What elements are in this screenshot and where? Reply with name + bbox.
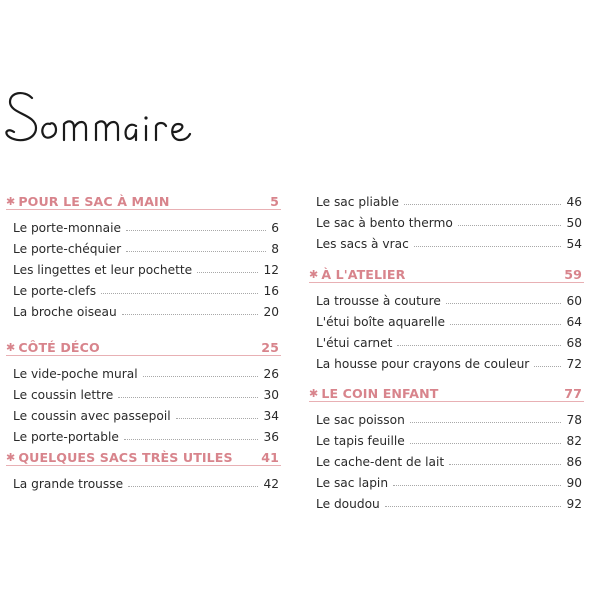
entry-page: 50	[566, 216, 582, 230]
section-heading	[6, 444, 281, 466]
section-page: 77	[564, 386, 582, 401]
section-title: POUR LE SAC À MAIN	[18, 194, 170, 209]
dot-leader	[397, 345, 561, 346]
toc-entry	[309, 406, 584, 427]
entry-page: 34	[263, 409, 279, 423]
entry-page: 68	[566, 336, 582, 350]
dot-leader	[404, 204, 562, 205]
asterisk-icon: ✱	[309, 387, 319, 400]
dot-leader	[143, 376, 259, 377]
toc-entry	[309, 427, 584, 448]
entry-page: 86	[566, 455, 582, 469]
entry-page: 26	[263, 367, 279, 381]
entry-label: Le porte-portable	[13, 430, 119, 444]
toc-entry	[309, 448, 584, 469]
section-title: QUELQUES SACS TRÈS UTILES	[18, 450, 233, 465]
toc-entry	[6, 381, 281, 402]
toc-section	[6, 334, 281, 444]
entry-label: Le vide-poche mural	[13, 367, 138, 381]
toc-entry	[6, 470, 281, 491]
dot-leader	[197, 272, 258, 273]
dot-leader	[410, 443, 562, 444]
dot-leader	[449, 464, 561, 465]
toc-entry	[6, 402, 281, 423]
entry-label: Le porte-chéquier	[13, 242, 122, 256]
toc-entry	[6, 360, 281, 381]
toc-entry	[309, 469, 584, 490]
entry-label: Le sac poisson	[316, 413, 405, 427]
entry-page: 42	[263, 477, 279, 491]
entry-page: 16	[263, 284, 279, 298]
asterisk-icon: ✱	[6, 195, 16, 208]
entry-label: Le sac lapin	[316, 476, 389, 490]
entry-page: 92	[566, 497, 582, 511]
entry-label: Les sacs à vrac	[316, 237, 409, 251]
entry-label: Les lingettes et leur pochette	[13, 263, 193, 277]
entry-page: 36	[263, 430, 279, 444]
toc-section	[6, 444, 281, 491]
dot-leader	[385, 506, 562, 507]
toc-entry	[309, 209, 584, 230]
asterisk-icon: ✱	[309, 268, 319, 281]
toc-entry	[6, 423, 281, 444]
dot-leader	[124, 439, 259, 440]
toc-entry	[309, 329, 584, 350]
section-title: À L'ATELIER	[321, 267, 406, 282]
toc-entry	[309, 188, 584, 209]
entry-page: 46	[566, 195, 582, 209]
section-heading	[6, 334, 281, 356]
dot-leader	[410, 422, 562, 423]
toc-entry	[309, 350, 584, 371]
section-heading	[309, 380, 584, 402]
dot-leader	[446, 303, 562, 304]
entry-label: La housse pour crayons de couleur	[316, 357, 530, 371]
dot-leader	[176, 418, 259, 419]
toc-section	[309, 380, 584, 511]
entry-label: L'étui boîte aquarelle	[316, 315, 446, 329]
dot-leader	[414, 246, 562, 247]
entry-page: 54	[566, 237, 582, 251]
entry-label: Le doudou	[316, 497, 380, 511]
dot-leader	[393, 485, 561, 486]
toc-entry	[309, 287, 584, 308]
section-page: 59	[564, 267, 582, 282]
entry-label: L'étui carnet	[316, 336, 393, 350]
toc-column-left	[6, 188, 281, 491]
entry-label: Le porte-clefs	[13, 284, 97, 298]
dot-leader	[118, 397, 258, 398]
toc-entry	[6, 235, 281, 256]
entry-page: 6	[271, 221, 279, 235]
handwritten-title-sommaire	[2, 84, 202, 154]
dot-leader	[458, 225, 562, 226]
entry-label: Le sac pliable	[316, 195, 399, 209]
dot-leader	[122, 314, 259, 315]
entry-label: Le porte-monnaie	[13, 221, 121, 235]
dot-leader	[450, 324, 561, 325]
asterisk-icon: ✱	[6, 451, 16, 464]
toc-column-right	[309, 188, 584, 511]
toc-section-continued	[309, 188, 584, 251]
asterisk-icon: ✱	[6, 341, 16, 354]
dot-leader	[126, 230, 266, 231]
section-page: 5	[270, 194, 279, 209]
entry-page: 12	[263, 263, 279, 277]
toc-entry	[6, 298, 281, 319]
entry-page: 78	[566, 413, 582, 427]
entry-page: 72	[566, 357, 582, 371]
toc-entry	[309, 490, 584, 511]
section-heading	[309, 261, 584, 283]
section-heading	[6, 188, 281, 210]
entry-page: 82	[566, 434, 582, 448]
toc-section	[309, 261, 584, 371]
entry-label: La trousse à couture	[316, 294, 441, 308]
entry-page: 20	[263, 305, 279, 319]
dot-leader	[126, 251, 266, 252]
toc-entry	[309, 308, 584, 329]
toc-entry	[6, 214, 281, 235]
section-page: 41	[261, 450, 279, 465]
entry-label: Le coussin lettre	[13, 388, 114, 402]
toc-section	[6, 188, 281, 319]
entry-label: Le coussin avec passepoil	[13, 409, 171, 423]
entry-page: 60	[566, 294, 582, 308]
entry-page: 64	[566, 315, 582, 329]
section-title: LE COIN ENFANT	[321, 386, 439, 401]
toc-entry	[6, 277, 281, 298]
entry-page: 8	[271, 242, 279, 256]
entry-page: 90	[566, 476, 582, 490]
section-page: 25	[261, 340, 279, 355]
page-title	[2, 84, 202, 154]
dot-leader	[534, 366, 561, 367]
entry-label: La grande trousse	[13, 477, 124, 491]
toc-entry	[309, 230, 584, 251]
entry-label: Le sac à bento thermo	[316, 216, 453, 230]
dot-leader	[101, 293, 258, 294]
section-title: CÔTÉ DÉCO	[18, 340, 100, 355]
entry-label: La broche oiseau	[13, 305, 117, 319]
dot-leader	[128, 486, 258, 487]
toc-entry	[6, 256, 281, 277]
entry-label: Le cache-dent de lait	[316, 455, 445, 469]
entry-page: 30	[263, 388, 279, 402]
entry-label: Le tapis feuille	[316, 434, 405, 448]
